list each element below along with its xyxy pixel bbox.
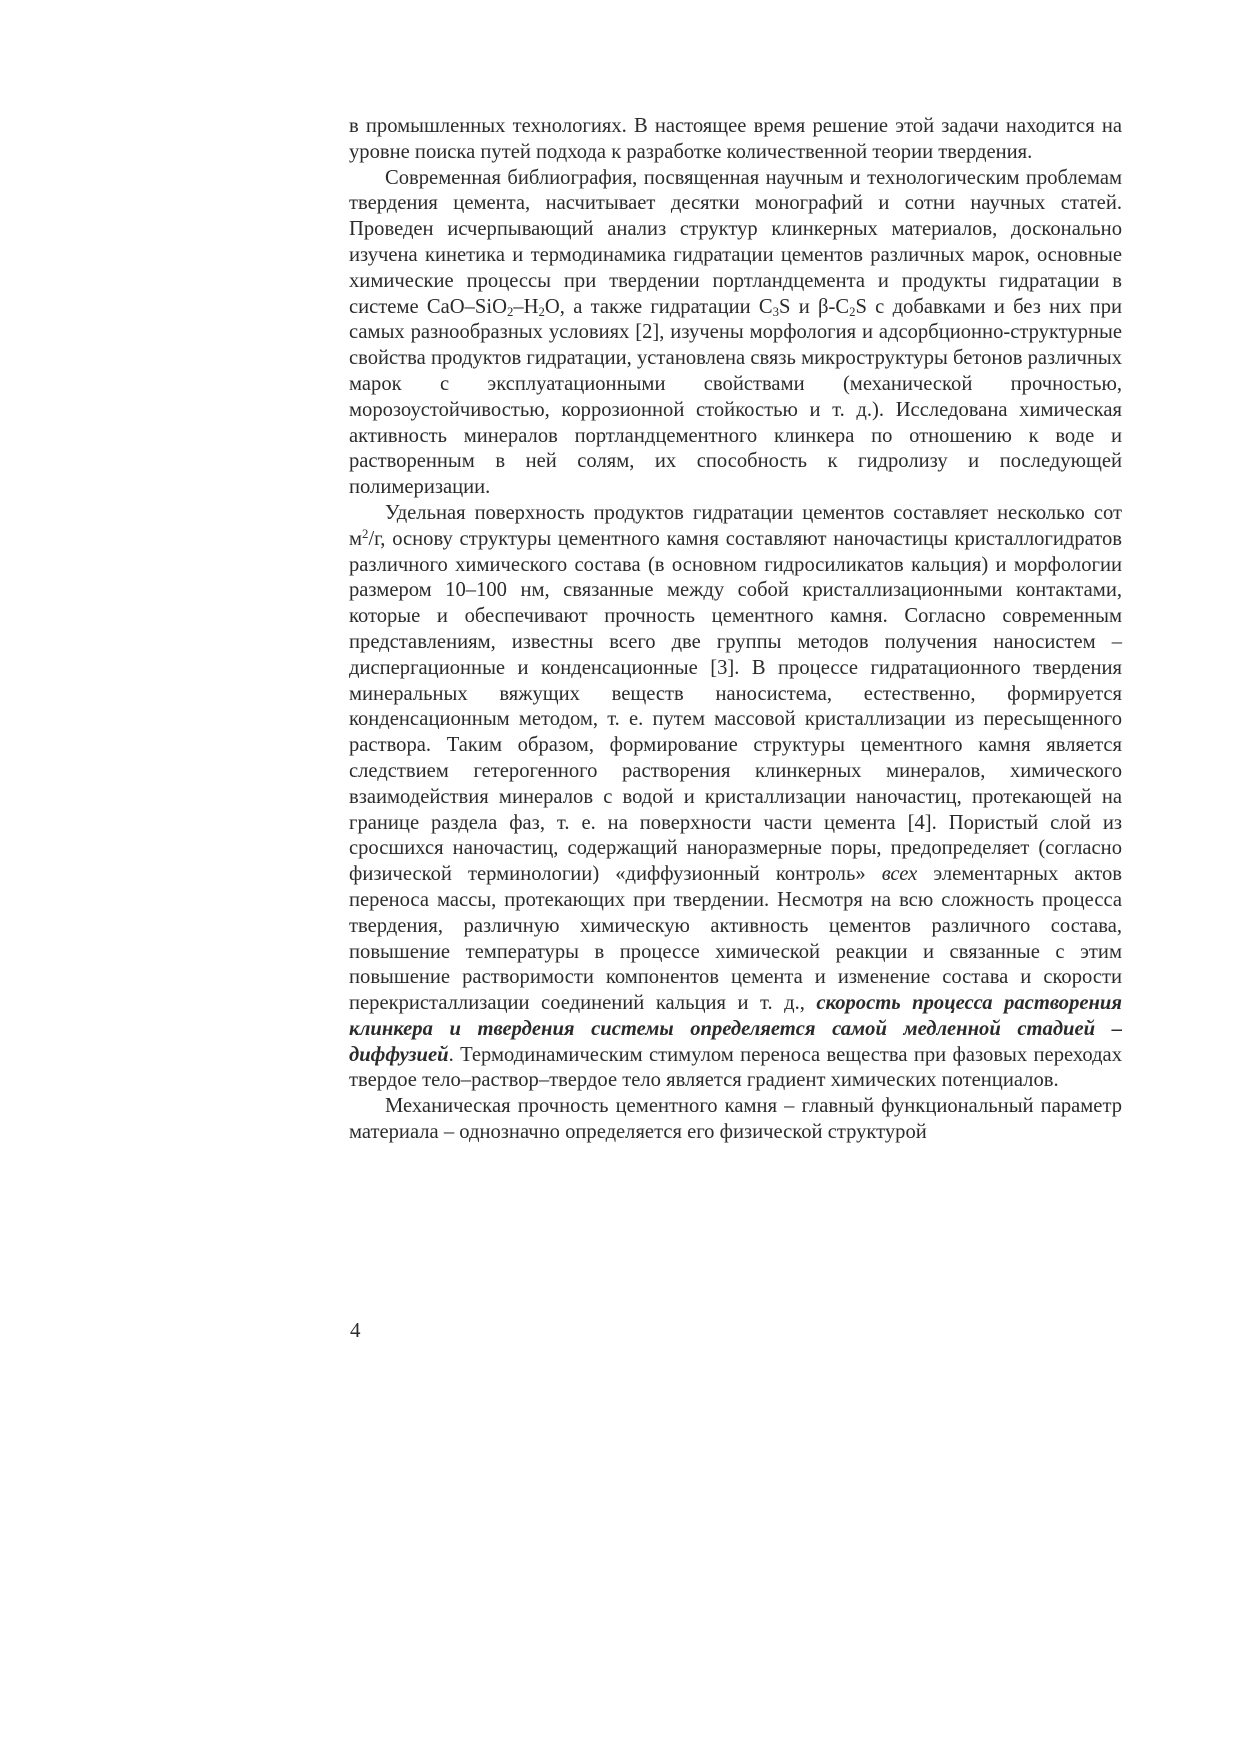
paragraph-2-text-4: S и β-C: [779, 295, 850, 318]
bold-italic-emphasis: скорость процесса растворения клинкера и твердения системы определяется самой медленной стадией – диффузией: [349, 992, 1122, 1066]
paragraph-2-text-1: Современная библиография, посвященная научным и технологическим проблемам твердения цемента, насчитывает десятки монографий и сотни научных статей. Проведен исчерпывающий анализ структур клинкерных материалов, досконально изучена кинетика и термодинамика гидратации цементов различных марок, основные химические процессы при твердении портландцемента и продукты гидратации в системе CaO–SiO: [349, 166, 1122, 318]
subscript: 2: [506, 305, 514, 320]
paragraph-2-text-3: O, а также гидратации C: [544, 295, 773, 318]
paragraph-4: [349, 1094, 1122, 1146]
paragraph-1: [349, 114, 1122, 166]
subscript: 3: [772, 305, 780, 320]
subscript: 2: [538, 305, 545, 320]
paragraph-3-text-4: . Термодинамическим стимулом переноса вещества при фазовых переходах твердое тело–раствор–твердое тело является градиент химических потенциалов.: [349, 1043, 1122, 1092]
subscript: 2: [849, 305, 856, 320]
page-text-column: [349, 114, 1122, 1146]
paragraph-1-text: в промышленных технологиях. В настоящее время решение этой задачи находится на уровне поиска путей подхода к разработке количественной теории твердения.: [349, 115, 1122, 163]
superscript: 2: [362, 526, 369, 541]
paragraph-3-text-1: Удельная поверхность продуктов гидратации цементов составляет несколько сот м: [349, 501, 1122, 550]
paragraph-2: [349, 166, 1122, 501]
paragraph-2-text-5: S с добавками и без них при самых разнообразных условиях [2], изучены морфология и адсорбционно-структурные свойства продуктов гидратации, установлена связь микроструктуры бетонов различных марок с эксплуатационными свойствами (механической прочностью, морозоустойчивостью, коррозионной стойкостью и т. д.). Исследована химическая активность минералов портландцементного клинкера по отношению к воде и растворенным в ней солям, их способность к гидролизу и последующей полимеризации.: [349, 295, 1123, 499]
paragraph-3: [349, 501, 1122, 1094]
italic-emphasis: всех: [881, 863, 918, 886]
paragraph-3-text-3: элементарных актов переноса массы, протекающих при твердении. Несмотря на всю сложность процесса твердения, различную химическую активность цементов различного состава, повышение температуры в процессе химической реакции и связанные с этим повышение растворимости компонентов цемента и изменение состава и скорости перекристаллизации соединений кальция и т. д.,: [349, 863, 1122, 1015]
paragraph-4-text: Механическая прочность цементного камня – главный функциональный параметр материала – однозначно определяется его физической структурой: [349, 1095, 1122, 1144]
page-number: 4: [350, 1318, 361, 1342]
paragraph-2-text-2: –H: [513, 295, 539, 318]
paragraph-3-text-2: /г, основу структуры цементного камня составляют наночастицы кристаллогидратов различного химического состава (в основном гидросиликатов кальция) и морфологии размером 10–100 нм, связанные между собой кристаллизационными контактами, которые и обеспечивают прочность цементного камня. Согласно современным представлениям, известны всего две группы методов получения наносистем – диспергационные и конденсационные [3]. В процессе гидратационного твердения минеральных вяжущих веществ наносистема, естественно, формируется конденсационным методом, т. е. путем массовой кристаллизации из пересыщенного раствора. Таким образом, формирование структуры цементного камня является следствием гетерогенного растворения клинкерных минералов, химического взаимодействия минералов с водой и кристаллизации наночастиц, протекающей на границе раздела фаз, т. е. на поверхности части цемента [4]. Пористый слой из сросшихся наночастиц, содержащий наноразмерные поры, предопределяет (согласно физической терминологии) «диффузионный контроль»: [349, 527, 1122, 886]
